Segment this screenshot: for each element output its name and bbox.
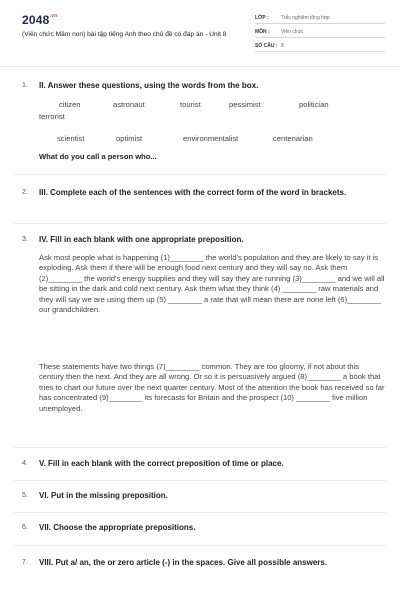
question-4-text: V. Fill in each blank with the correct preposition of time or place. — [39, 459, 284, 468]
word-item: pessimist — [229, 100, 261, 109]
word-item: tourist — [180, 100, 201, 109]
question-number: 7. — [22, 559, 28, 566]
header-divider — [0, 66, 400, 67]
question-separator — [14, 545, 386, 546]
question-number: 6. — [22, 524, 28, 531]
question-separator — [14, 512, 386, 513]
word-item: politician — [299, 100, 329, 109]
question-1-text: II. Answer these questions, using the words from the box. — [39, 81, 259, 90]
word-item: astronaut — [113, 100, 145, 109]
question-separator — [14, 447, 386, 448]
passage-paragraph-1: Ask most people what is happening (1)________ the world's population and they are likely to say it is exploding. Ask them if there will be enough food next century and they will say no. Ask them (2)________ the world's energy supplies and they will say they are running (3)________ and we will all be sitting in the dark and cold next century. Ask them what they think (4) ________ raw materials and they will say we are using them up (5) ________ a rate that will mean there are none left (6)________ our grandchildren. — [39, 253, 385, 315]
passage-paragraph-2: These statements have two things (7)________ common. They are too gloomy, if not about this century then the next. And they are all wrong. Or so it is persuasively argued (8)________ a book that tries to chart our future over the next quarter century. Most of the attention the book has received so far has concentrated (9)________ its forecasts for Britain and the prospect (10) ________ five million unemployed. — [39, 362, 385, 413]
question-7-text: VIII. Put a/ an, the or zero article (-) in the spaces. Give all possible answers. — [39, 558, 328, 567]
question-separator — [14, 223, 386, 224]
word-item: terrorist — [39, 112, 65, 121]
question-prompt: What do you call a person who... — [39, 152, 157, 161]
question-2-text: III. Complete each of the sentences with the correct form of the word in brackets. — [39, 188, 347, 197]
question-number: 2. — [22, 189, 28, 196]
meta-subject-label: MÔN : — [255, 29, 270, 35]
document-title: (Viên chức Mầm non) bài tập tiếng Anh theo chủ đề có đáp án - Unit 8 — [22, 31, 227, 38]
meta-count-row — [255, 41, 385, 52]
question-separator — [14, 480, 386, 481]
meta-count-value: 8 — [281, 43, 284, 49]
site-logo[interactable] — [22, 13, 57, 27]
meta-class-label: LỚP : — [255, 15, 269, 21]
question-5-text: VI. Put in the missing preposition. — [39, 491, 168, 500]
word-item: citizen — [59, 100, 81, 109]
question-number: 5. — [22, 492, 28, 499]
document-header — [0, 0, 400, 64]
word-item: optimist — [116, 134, 143, 143]
word-item: environmentalist — [183, 134, 239, 143]
question-number: 1. — [22, 82, 28, 89]
question-number: 4. — [22, 460, 28, 467]
word-item: scientist — [57, 134, 85, 143]
meta-class-row — [255, 13, 385, 24]
word-item: centenarian — [273, 134, 313, 143]
logo-suffix: .vn — [49, 13, 58, 19]
meta-class-value: Trắc nghiệm tổng hợp — [281, 15, 330, 21]
question-6-text: VII. Choose the appropriate prepositions. — [39, 523, 196, 532]
question-separator — [14, 174, 386, 175]
logo-text: 2048 — [22, 13, 50, 27]
meta-subject-value: Viên chức — [281, 29, 304, 35]
question-3-text: IV. Fill in each blank with one appropriate preposition. — [39, 235, 244, 244]
meta-count-label: SỐ CÂU : — [255, 43, 278, 49]
meta-subject-row — [255, 27, 385, 38]
question-number: 3. — [22, 236, 28, 243]
